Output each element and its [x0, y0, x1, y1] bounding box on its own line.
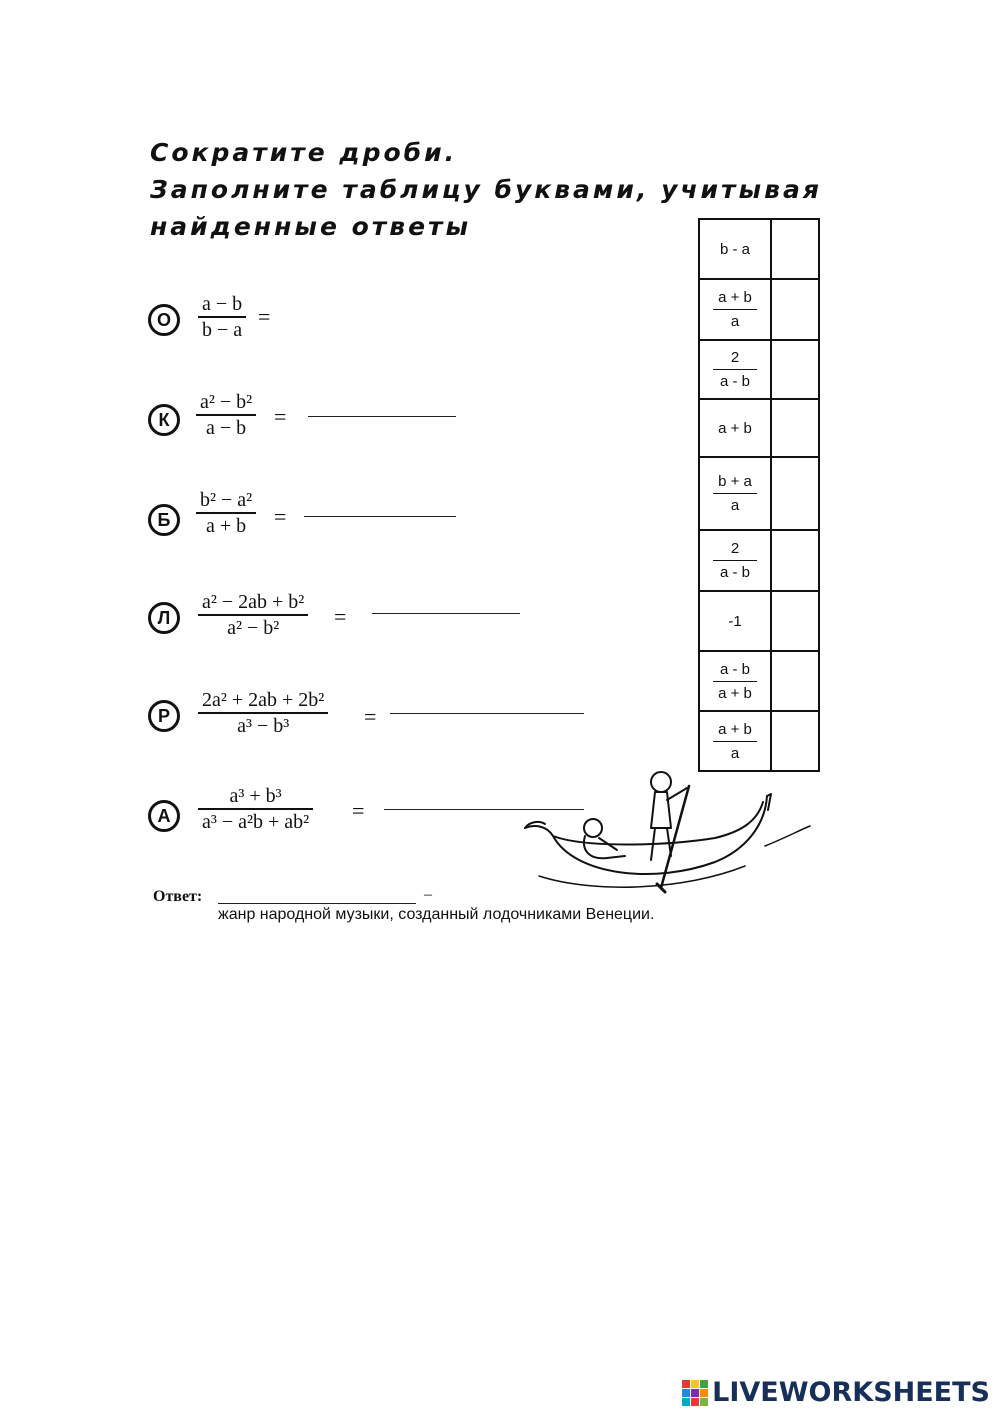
gondola-hull [525, 796, 767, 874]
logo-square [700, 1380, 708, 1388]
fraction-bar [713, 309, 757, 310]
title-line-2: Заполните таблицу буквами, учитывая [150, 175, 822, 204]
denominator: a - b [719, 373, 750, 390]
letter-slot[interactable] [771, 219, 819, 279]
title-line-1: Сократите дроби. [150, 138, 458, 167]
denominator: a [730, 497, 740, 514]
expression-cell [699, 651, 771, 711]
numerator: b + a [718, 473, 752, 490]
table-row [699, 340, 819, 399]
denominator: a [730, 744, 740, 762]
numerator: b² − a² [200, 489, 253, 511]
gondola-illustration [515, 766, 815, 906]
logo-square [682, 1389, 690, 1397]
numerator: 2 [730, 540, 740, 557]
expression-text: a + b [718, 419, 752, 437]
letter-badge: О [148, 304, 180, 336]
denominator: b − a [202, 319, 243, 341]
answer-input-line[interactable] [308, 416, 456, 417]
logo-square [700, 1398, 708, 1406]
equals-sign: = [364, 704, 377, 729]
expression-cell [699, 340, 771, 399]
logo-square [682, 1398, 690, 1406]
gondola-stern [767, 794, 771, 810]
letter-slot[interactable] [771, 457, 819, 530]
expression-text: -1 [728, 612, 742, 630]
final-answer-line[interactable] [218, 903, 416, 904]
table-row [699, 651, 819, 711]
letter-slot[interactable] [771, 711, 819, 771]
numerator: a + b [718, 289, 752, 306]
table-row [699, 279, 819, 340]
answer-input-line[interactable] [390, 713, 584, 714]
answer-dash: – [424, 886, 432, 903]
answer-input-line[interactable] [372, 613, 520, 614]
fraction-bar [713, 560, 757, 561]
expression-text: b - a [719, 240, 750, 258]
logo-square [691, 1398, 699, 1406]
gondolier-arm [667, 788, 687, 800]
letter-badge: Б [148, 504, 180, 536]
denominator: a³ − a²b + ab² [202, 811, 310, 833]
fraction [196, 390, 256, 440]
answer-label: Ответ: [153, 888, 203, 905]
letter-slot[interactable] [771, 279, 819, 340]
logo-mark-icon [682, 1380, 708, 1406]
numerator: a² − 2ab + b² [202, 591, 305, 613]
fraction-bar [713, 493, 757, 494]
numerator: a³ + b³ [229, 785, 282, 807]
equals-sign: = [258, 304, 271, 329]
fraction [196, 488, 256, 538]
logo-square [682, 1380, 690, 1388]
answer-caption: жанр народной музыки, созданный лодочниками Венеции. [218, 906, 655, 923]
table-row [699, 399, 819, 457]
table-row [699, 711, 819, 771]
expression-cell [699, 399, 771, 457]
equals-sign: = [274, 504, 287, 529]
denominator: a² − b² [227, 617, 280, 639]
liveworksheets-logo [682, 1377, 990, 1408]
denominator: a + b [206, 515, 247, 537]
letter-badge: А [148, 800, 180, 832]
letter-slot[interactable] [771, 530, 819, 591]
equals-sign: = [274, 404, 287, 429]
fraction-bar [713, 681, 757, 682]
letter-slot[interactable] [771, 340, 819, 399]
passenger-body [584, 836, 625, 858]
logo-text: LIVEWORKSHEETS [712, 1377, 990, 1408]
gondolier-head [651, 772, 671, 792]
numerator: a − b [202, 293, 243, 315]
letter-slot[interactable] [771, 591, 819, 651]
numerator: 2a² + 2ab + 2b² [202, 689, 325, 711]
fraction-bar [713, 369, 757, 370]
gondolier-body [651, 792, 671, 828]
answer-input-line[interactable] [304, 516, 456, 517]
table-row [699, 457, 819, 530]
logo-square [691, 1380, 699, 1388]
letter-slot[interactable] [771, 399, 819, 457]
numerator: a² − b² [200, 391, 253, 413]
fraction [198, 688, 328, 738]
fraction [198, 590, 308, 640]
logo-square [700, 1389, 708, 1397]
expression-cell [699, 530, 771, 591]
expression-cell [699, 279, 771, 340]
table-row [699, 219, 819, 279]
numerator: a + b [718, 720, 752, 738]
table-row [699, 591, 819, 651]
numerator: 2 [730, 349, 740, 366]
letter-badge: К [148, 404, 180, 436]
letter-badge: Р [148, 700, 180, 732]
letter-badge: Л [148, 602, 180, 634]
expression-cell [699, 711, 771, 771]
denominator: a + b [718, 684, 752, 702]
logo-square [691, 1389, 699, 1397]
denominator: a − b [206, 417, 247, 439]
expression-cell [699, 219, 771, 279]
table-row [699, 530, 819, 591]
title-line-3: найденные ответы [150, 212, 472, 241]
equals-sign: = [352, 798, 365, 823]
fraction [198, 784, 313, 834]
numerator: a - b [719, 660, 750, 678]
equals-sign: = [334, 604, 347, 629]
passenger-head [584, 819, 602, 837]
expression-cell [699, 457, 771, 530]
answer-table [698, 218, 820, 772]
denominator: a [730, 313, 740, 330]
fraction-bar [713, 741, 757, 742]
fraction [198, 292, 246, 342]
denominator: a³ − b³ [237, 715, 290, 737]
expression-cell [699, 591, 771, 651]
letter-slot[interactable] [771, 651, 819, 711]
denominator: a - b [719, 564, 750, 581]
